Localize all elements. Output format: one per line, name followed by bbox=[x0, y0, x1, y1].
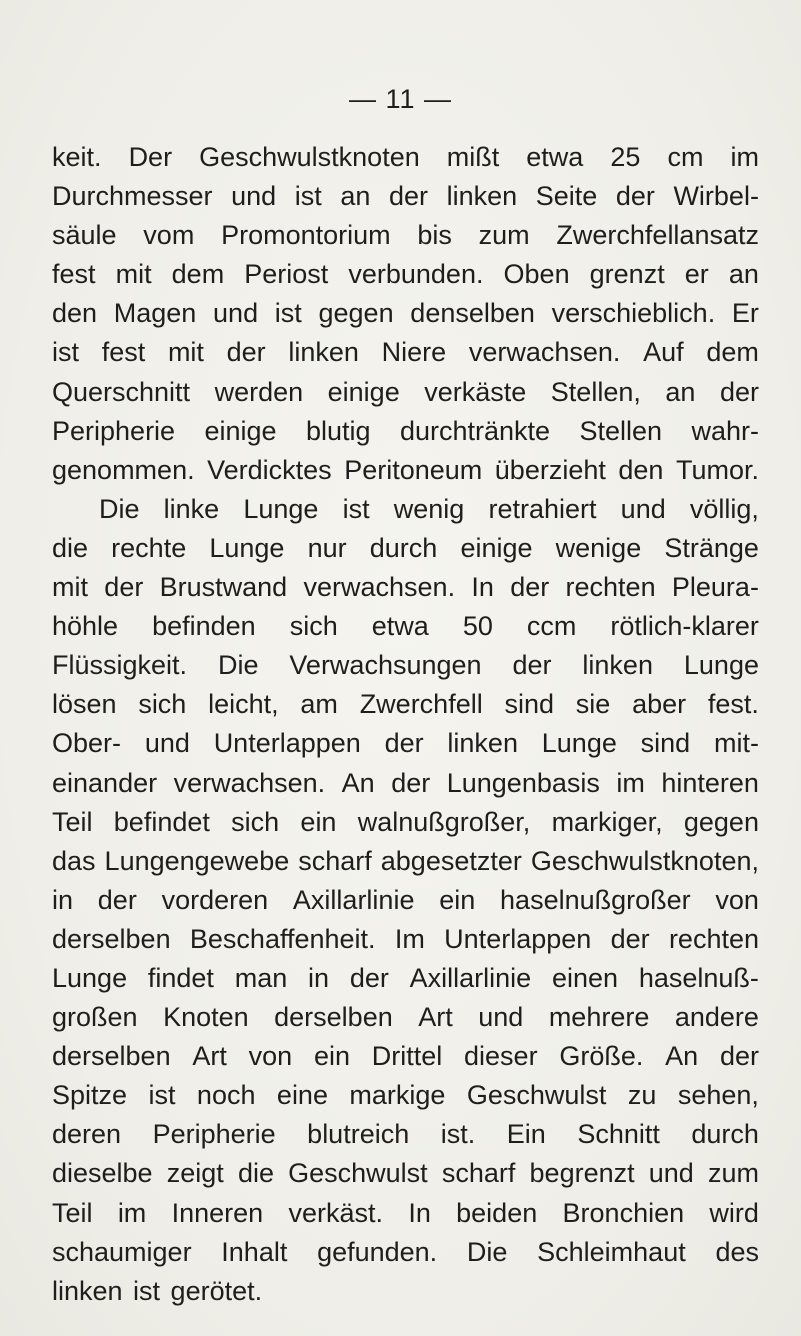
text-line: derselben Beschaffenheit. Im Unterlappen der rechten bbox=[52, 923, 759, 954]
text-line: Die linke Lunge ist wenig retrahiert und völlig, bbox=[99, 493, 759, 524]
body-text bbox=[52, 138, 759, 1311]
text-line: Querschnitt werden einige verkäste Stellen, an der bbox=[52, 376, 759, 407]
text-line: höhle befinden sich etwa 50 ccm rötlich-klarer bbox=[52, 611, 759, 642]
text-line: säule vom Promontorium bis zum Zwerchfellansatz bbox=[52, 220, 759, 251]
text-line: Teil im Inneren verkäst. In beiden Bronchien wird bbox=[52, 1197, 759, 1228]
text-line: einander verwachsen. An der Lungenbasis im hinteren bbox=[52, 767, 759, 798]
text-line: ist fest mit der linken Niere verwachsen. Auf dem bbox=[52, 337, 759, 368]
text-line: schaumiger Inhalt gefunden. Die Schleimhaut des bbox=[52, 1236, 759, 1267]
text-line: Flüssigkeit. Die Verwachsungen der linken Lunge bbox=[52, 650, 759, 681]
text-line: die rechte Lunge nur durch einige wenige Stränge bbox=[52, 532, 759, 563]
text-line: genommen. Verdicktes Peritoneum überzieht den Tumor. bbox=[52, 454, 759, 485]
text-line: dieselbe zeigt die Geschwulst scharf begrenzt und zum bbox=[52, 1158, 759, 1189]
text-line: Peripherie einige blutig durchtränkte Stellen wahr- bbox=[52, 415, 759, 446]
text-line: lösen sich leicht, am Zwerchfell sind sie aber fest. bbox=[52, 689, 759, 720]
text-line: deren Peripherie blutreich ist. Ein Schnitt durch bbox=[52, 1119, 759, 1150]
text-line: den Magen und ist gegen denselben verschieblich. Er bbox=[52, 298, 759, 329]
text-line: Ober- und Unterlappen der linken Lunge sind mit- bbox=[52, 728, 759, 759]
text-line: das Lungengewebe scharf abgesetzter Geschwulstknoten, bbox=[52, 845, 759, 876]
text-line: mit der Brustwand verwachsen. In der rechten Pleura- bbox=[52, 572, 759, 603]
text-line: derselben Art von ein Drittel dieser Größe. An der bbox=[52, 1041, 759, 1072]
page-number: — 11 — bbox=[348, 84, 453, 114]
text-line: Teil befindet sich ein walnußgroßer, markiger, gegen bbox=[52, 806, 759, 837]
text-line: keit. Der Geschwulstknoten mißt etwa 25 cm im bbox=[52, 142, 759, 172]
text-line: fest mit dem Periost verbunden. Oben grenzt er an bbox=[52, 259, 759, 290]
text-line: großen Knoten derselben Art und mehrere andere bbox=[52, 1002, 759, 1033]
text-line: in der vorderen Axillarlinie ein haselnußgroßer von bbox=[52, 884, 759, 915]
text-line: Durchmesser und ist an der linken Seite der Wirbel- bbox=[52, 181, 759, 212]
text-line: linken ist gerötet. bbox=[52, 1275, 263, 1306]
text-line: Lunge findet man in der Axillarlinie einen haselnuß- bbox=[52, 962, 759, 993]
text-line: Spitze ist noch eine markige Geschwulst zu sehen, bbox=[52, 1080, 759, 1111]
